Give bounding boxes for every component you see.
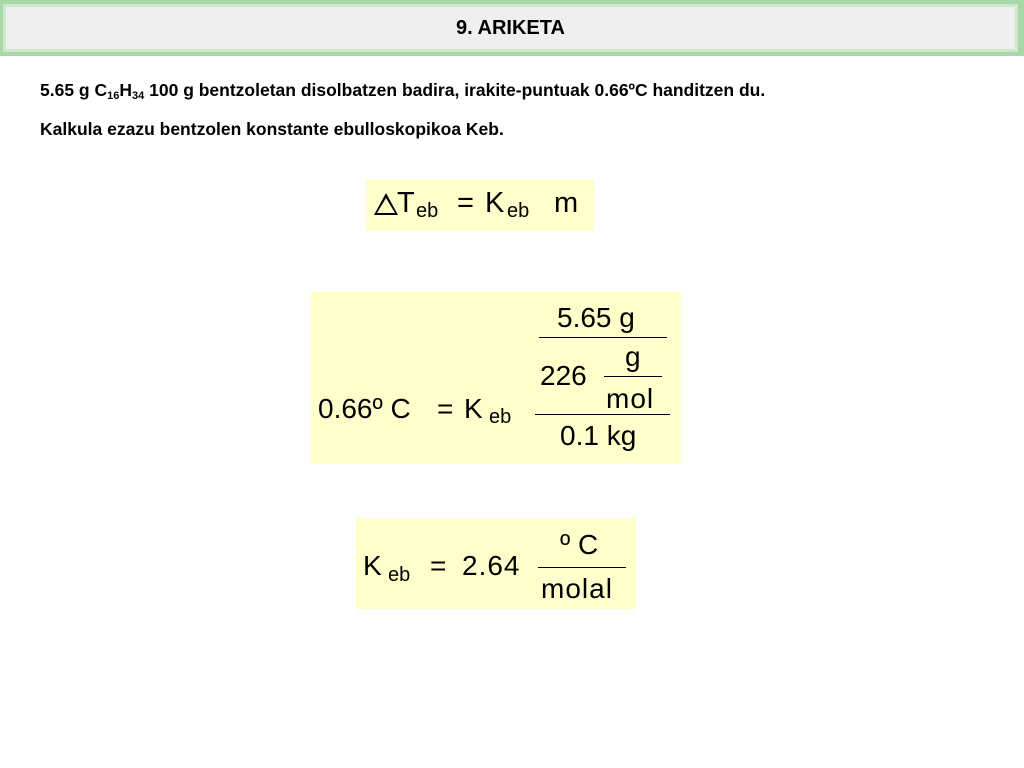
f1-m: m [554,187,579,219]
f2-molar-mass: 226 [540,360,587,391]
title-bar [0,0,1024,56]
delta-symbol [374,193,398,215]
f1-K: K [485,187,505,219]
statement-line-2: Kalkula ezazu bentzolen konstante ebulloskopikoa Keb. [40,119,504,139]
title-panel [3,4,1018,52]
f3-value: 2.64 [462,550,521,581]
f2-inner-fraction-bar [539,337,667,338]
formula-ebullioscopic-law [366,180,594,231]
f2-unit-g: g [625,341,641,372]
f2-lhs: 0.66º C [318,393,411,424]
formula-substitution [311,292,681,464]
f1-T: T [397,187,415,219]
f2-unit-mol: mol [606,383,655,414]
subscript-carbon: 16 [107,90,120,102]
f3-K: K [363,550,382,581]
f3-fraction-bar [538,567,626,568]
f3-unit-celsius: º C [560,529,599,560]
f1-eb-subscript-2: eb [507,200,530,222]
f3-equals: = [430,550,447,581]
problem-statement [40,82,1000,139]
f1-eb-subscript: eb [416,200,439,222]
f3-eb-subscript: eb [388,564,411,586]
f3-unit-molal: molal [541,573,613,604]
f2-numerator: 5.65 g [557,302,635,333]
statement-prefix: 5.65 g C [40,80,108,100]
statement-line-1 [40,82,1000,102]
f2-denominator: 0.1 kg [560,420,637,451]
f2-main-fraction-bar [535,414,670,415]
f1-equals: = [457,187,474,219]
f2-K: K [464,393,483,424]
slide-title: 9. ARIKETA [456,17,565,39]
f2-equals: = [437,393,454,424]
formula-result [356,518,636,609]
f2-unit-bar [604,376,662,377]
subscript-hydrogen: 34 [132,90,145,102]
statement-suffix: 100 g bentzoletan disolbatzen badira, irakite-puntuak 0.66ºC handitzen du. [144,80,766,100]
statement-hydrogen: H [119,80,133,100]
f2-eb-subscript: eb [489,406,512,428]
